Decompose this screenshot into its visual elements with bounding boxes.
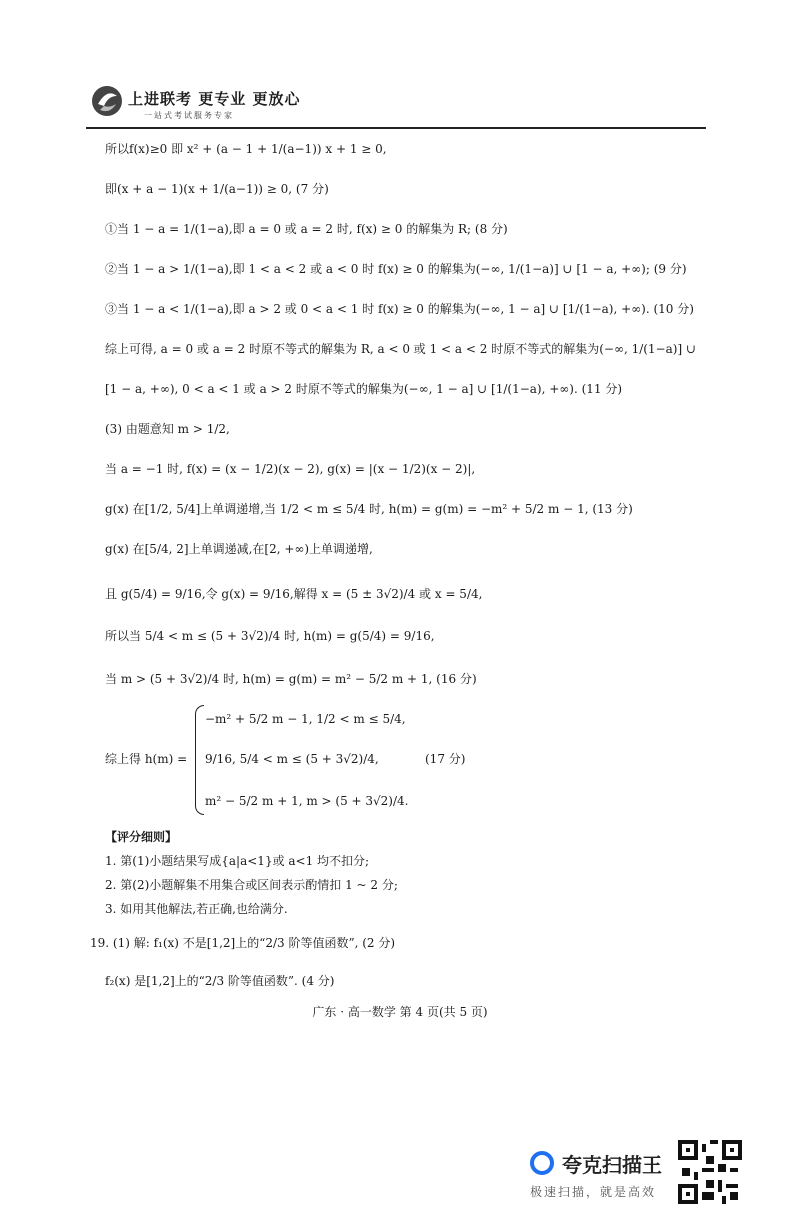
rubric-item: 3. 如用其他解法,若正确,也给满分. bbox=[105, 902, 288, 916]
solution-line: [1 − a, +∞), 0 < a < 1 或 a > 2 时原不等式的解集为(−∞, 1 − a] ∪ [1/(1−a), +∞). (11 分) bbox=[105, 382, 623, 396]
piecewise-case: −m² + 5/2 m − 1, 1/2 < m ≤ 5/4, bbox=[205, 712, 406, 726]
scanner-name: 夸克扫描王 bbox=[562, 1153, 662, 1177]
piecewise-case: m² − 5/2 m + 1, m > (5 + 3√2)/4. bbox=[205, 794, 409, 808]
piecewise-lead: 综上得 h(m) = bbox=[105, 752, 188, 766]
solution-line: g(x) 在[1/2, 5/4]上单调递增,当 1/2 < m ≤ 5/4 时, h(m) = g(m) = −m² + 5/2 m − 1, (13 分) bbox=[105, 502, 633, 516]
q19-line: f₂(x) 是[1,2]上的“2/3 阶等值函数”. (4 分) bbox=[105, 974, 335, 988]
page-footer: 广东 · 高一数学 第 4 页(共 5 页) bbox=[312, 1005, 488, 1019]
page-header bbox=[86, 82, 706, 129]
piecewise-score: (17 分) bbox=[425, 752, 466, 766]
solution-line: ①当 1 − a = 1/(1−a),即 a = 0 或 a = 2 时, f(x) ≥ 0 的解集为 R; (8 分) bbox=[105, 222, 508, 236]
piecewise-case: 9/16, 5/4 < m ≤ (5 + 3√2)/4, bbox=[205, 752, 379, 766]
solution-line: 即(x + a − 1)(x + 1/(a−1)) ≥ 0, (7 分) bbox=[105, 182, 329, 196]
piecewise-brace bbox=[195, 705, 204, 815]
solution-line: 当 m > (5 + 3√2)/4 时, h(m) = g(m) = m² − 5/2 m + 1, (16 分) bbox=[105, 672, 477, 686]
scanner-logo-icon bbox=[530, 1151, 554, 1175]
solution-line: 且 g(5/4) = 9/16,令 g(x) = 9/16,解得 x = (5 ± 3√2)/4 或 x = 5/4, bbox=[105, 587, 483, 601]
solution-line: ②当 1 − a > 1/(1−a),即 1 < a < 2 或 a < 0 时 f(x) ≥ 0 的解集为(−∞, 1/(1−a)] ∪ [1 − a, +∞); (9 分) bbox=[105, 262, 687, 276]
solution-line: 所以f(x)≥0 即 x² + (a − 1 + 1/(a−1)) x + 1 ≥ 0, bbox=[105, 142, 387, 156]
qr-code-icon bbox=[678, 1140, 742, 1204]
rubric-item: 2. 第(2)小题解集不用集合或区间表示酌情扣 1 ~ 2 分; bbox=[105, 878, 398, 892]
solution-line: (3) 由题意知 m > 1/2, bbox=[105, 422, 230, 436]
q19-line: 19. (1) 解: f₁(x) 不是[1,2]上的“2/3 阶等值函数”, (2 分) bbox=[90, 936, 396, 950]
brand-logo-icon bbox=[90, 84, 124, 118]
brand-subtitle: 一站式考试服务专家 bbox=[144, 111, 234, 120]
rubric-title: 【评分细则】 bbox=[105, 830, 178, 844]
rubric-item: 1. 第(1)小题结果写成{a|a<1}或 a<1 均不扣分; bbox=[105, 854, 370, 868]
solution-line: g(x) 在[5/4, 2]上单调递减,在[2, +∞)上单调递增, bbox=[105, 542, 373, 556]
scanner-tagline: 极速扫描，就是高效 bbox=[530, 1185, 657, 1199]
brand-slogan: 上进联考 更专业 更放心 bbox=[128, 90, 301, 108]
solution-line: 综上可得, a = 0 或 a = 2 时原不等式的解集为 R, a < 0 或 1 < a < 2 时原不等式的解集为(−∞, 1/(1−a)] ∪ bbox=[105, 342, 697, 356]
solution-line: 所以当 5/4 < m ≤ (5 + 3√2)/4 时, h(m) = g(5/4) = 9/16, bbox=[105, 629, 435, 643]
solution-line: ③当 1 − a < 1/(1−a),即 a > 2 或 0 < a < 1 时 f(x) ≥ 0 的解集为(−∞, 1 − a] ∪ [1/(1−a), +∞). (10 分) bbox=[105, 302, 694, 316]
solution-line: 当 a = −1 时, f(x) = (x − 1/2)(x − 2), g(x) = |(x − 1/2)(x − 2)|, bbox=[105, 462, 476, 476]
